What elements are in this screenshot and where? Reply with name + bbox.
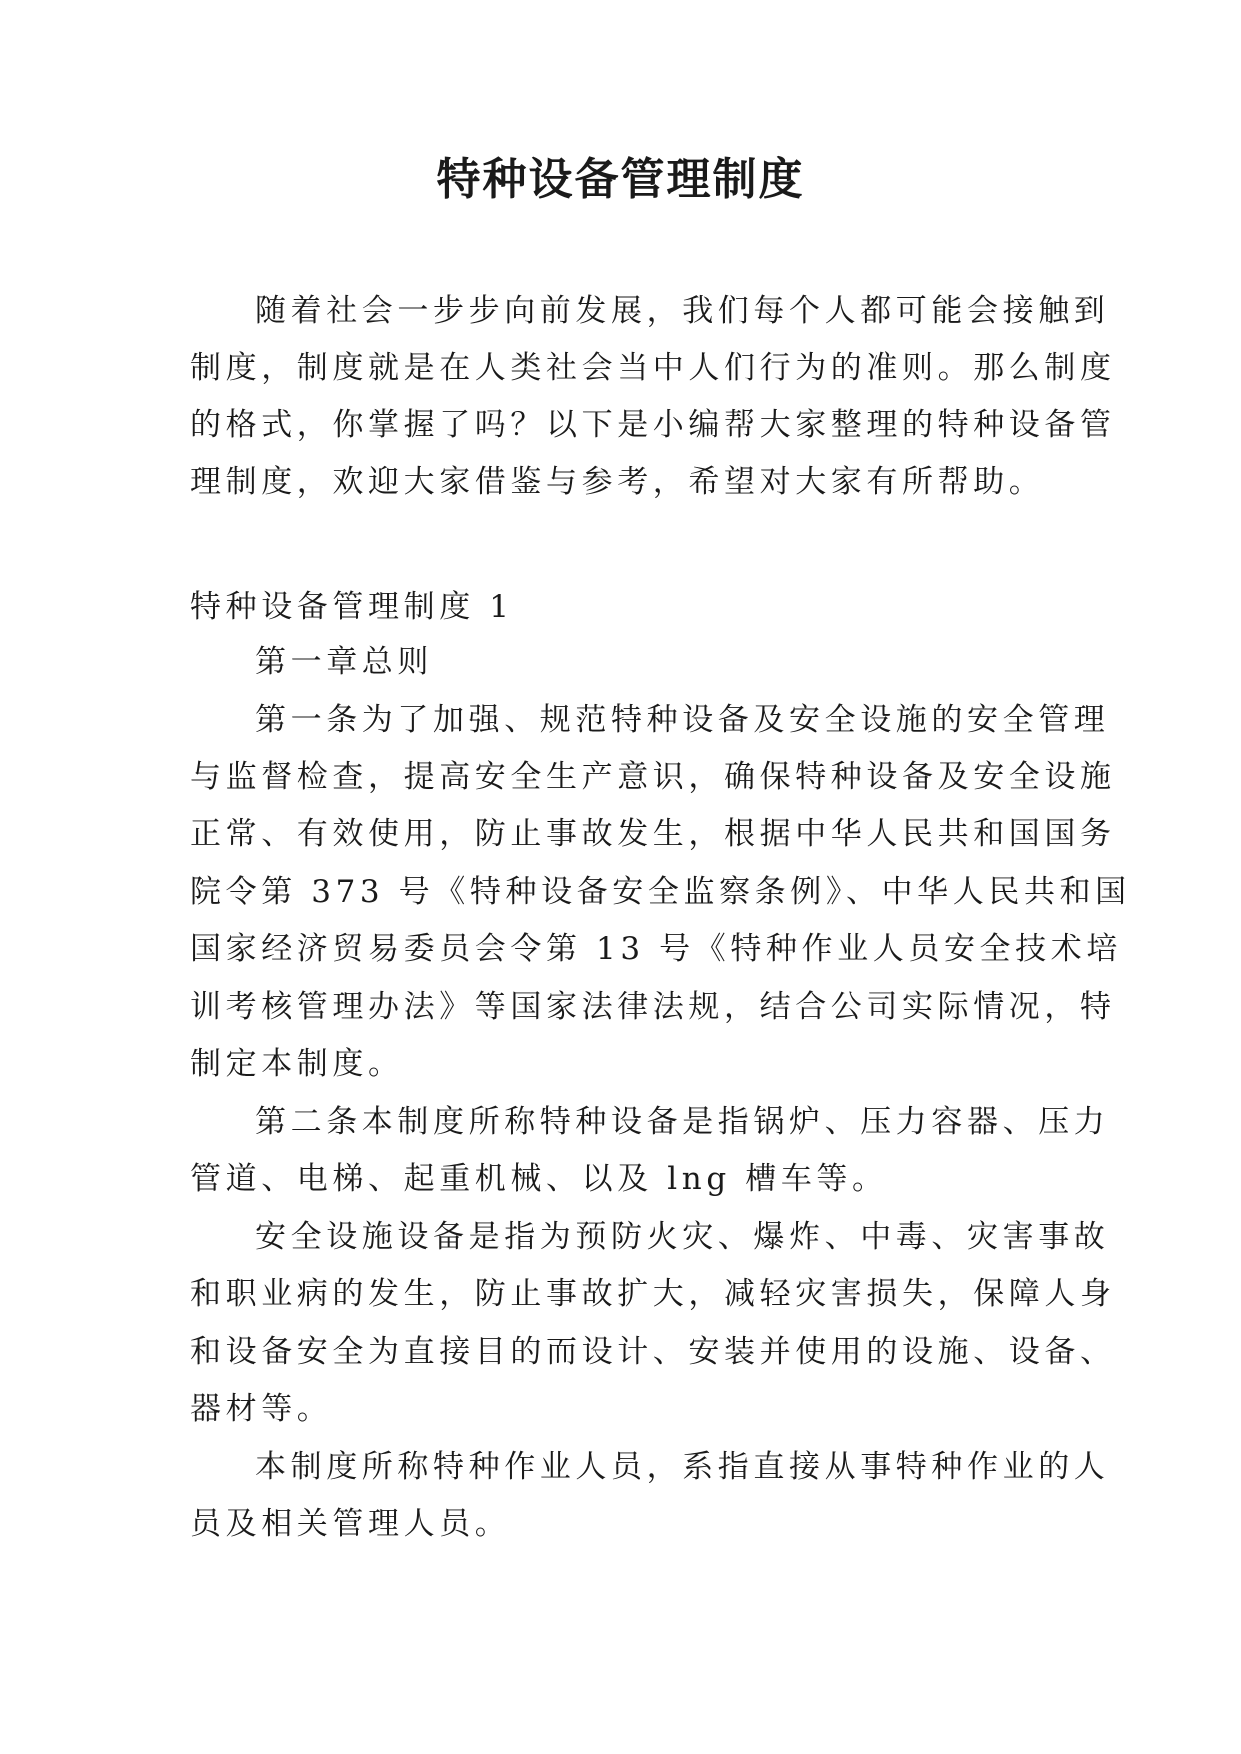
text-line: 管道、电梯、起重机械、以及 lng 槽车等。: [190, 1161, 888, 1197]
section-heading: 特种设备管理制度 1: [190, 589, 514, 625]
text-line: 制定本制度。: [190, 1046, 404, 1082]
text-line: 院令第 373 号《特种设备安全监察条例》、中华人民共和国: [190, 874, 1131, 910]
text-line: 训考核管理办法》等国家法律法规，结合公司实际情况，特: [190, 989, 1116, 1025]
text-line: 和设备安全为直接目的而设计、安装并使用的设施、设备、: [190, 1334, 1116, 1370]
text-line: 制度，制度就是在人类社会当中人们行为的准则。那么制度: [190, 350, 1116, 386]
text-line: 与监督检查，提高安全生产意识，确保特种设备及安全设施: [190, 759, 1116, 795]
text-line: 正常、有效使用，防止事故发生，根据中华人民共和国国务: [190, 816, 1116, 852]
text-line: 第二条本制度所称特种设备是指锅炉、压力容器、压力: [255, 1104, 1110, 1140]
text-line: 员及相关管理人员。: [190, 1506, 511, 1542]
text-line: 本制度所称特种作业人员，系指直接从事特种作业的人: [255, 1449, 1110, 1485]
text-line: 器材等。: [190, 1391, 333, 1427]
document-title: 特种设备管理制度: [436, 154, 805, 205]
text-line: 的格式，你掌握了吗？以下是小编帮大家整理的特种设备管: [190, 407, 1116, 443]
text-line: 和职业病的发生，防止事故扩大，减轻灾害损失，保障人身: [190, 1276, 1116, 1312]
text-line: 理制度，欢迎大家借鉴与参考，希望对大家有所帮助。: [190, 464, 1045, 500]
text-line: 安全设施设备是指为预防火灾、爆炸、中毒、灾害事故: [255, 1219, 1110, 1255]
text-line: 随着社会一步步向前发展，我们每个人都可能会接触到: [255, 293, 1110, 329]
text-line: 第一条为了加强、规范特种设备及安全设施的安全管理: [255, 702, 1110, 738]
chapter-heading: 第一章总则: [255, 644, 433, 680]
text-line: 国家经济贸易委员会令第 13 号《特种作业人员安全技术培: [190, 931, 1122, 967]
